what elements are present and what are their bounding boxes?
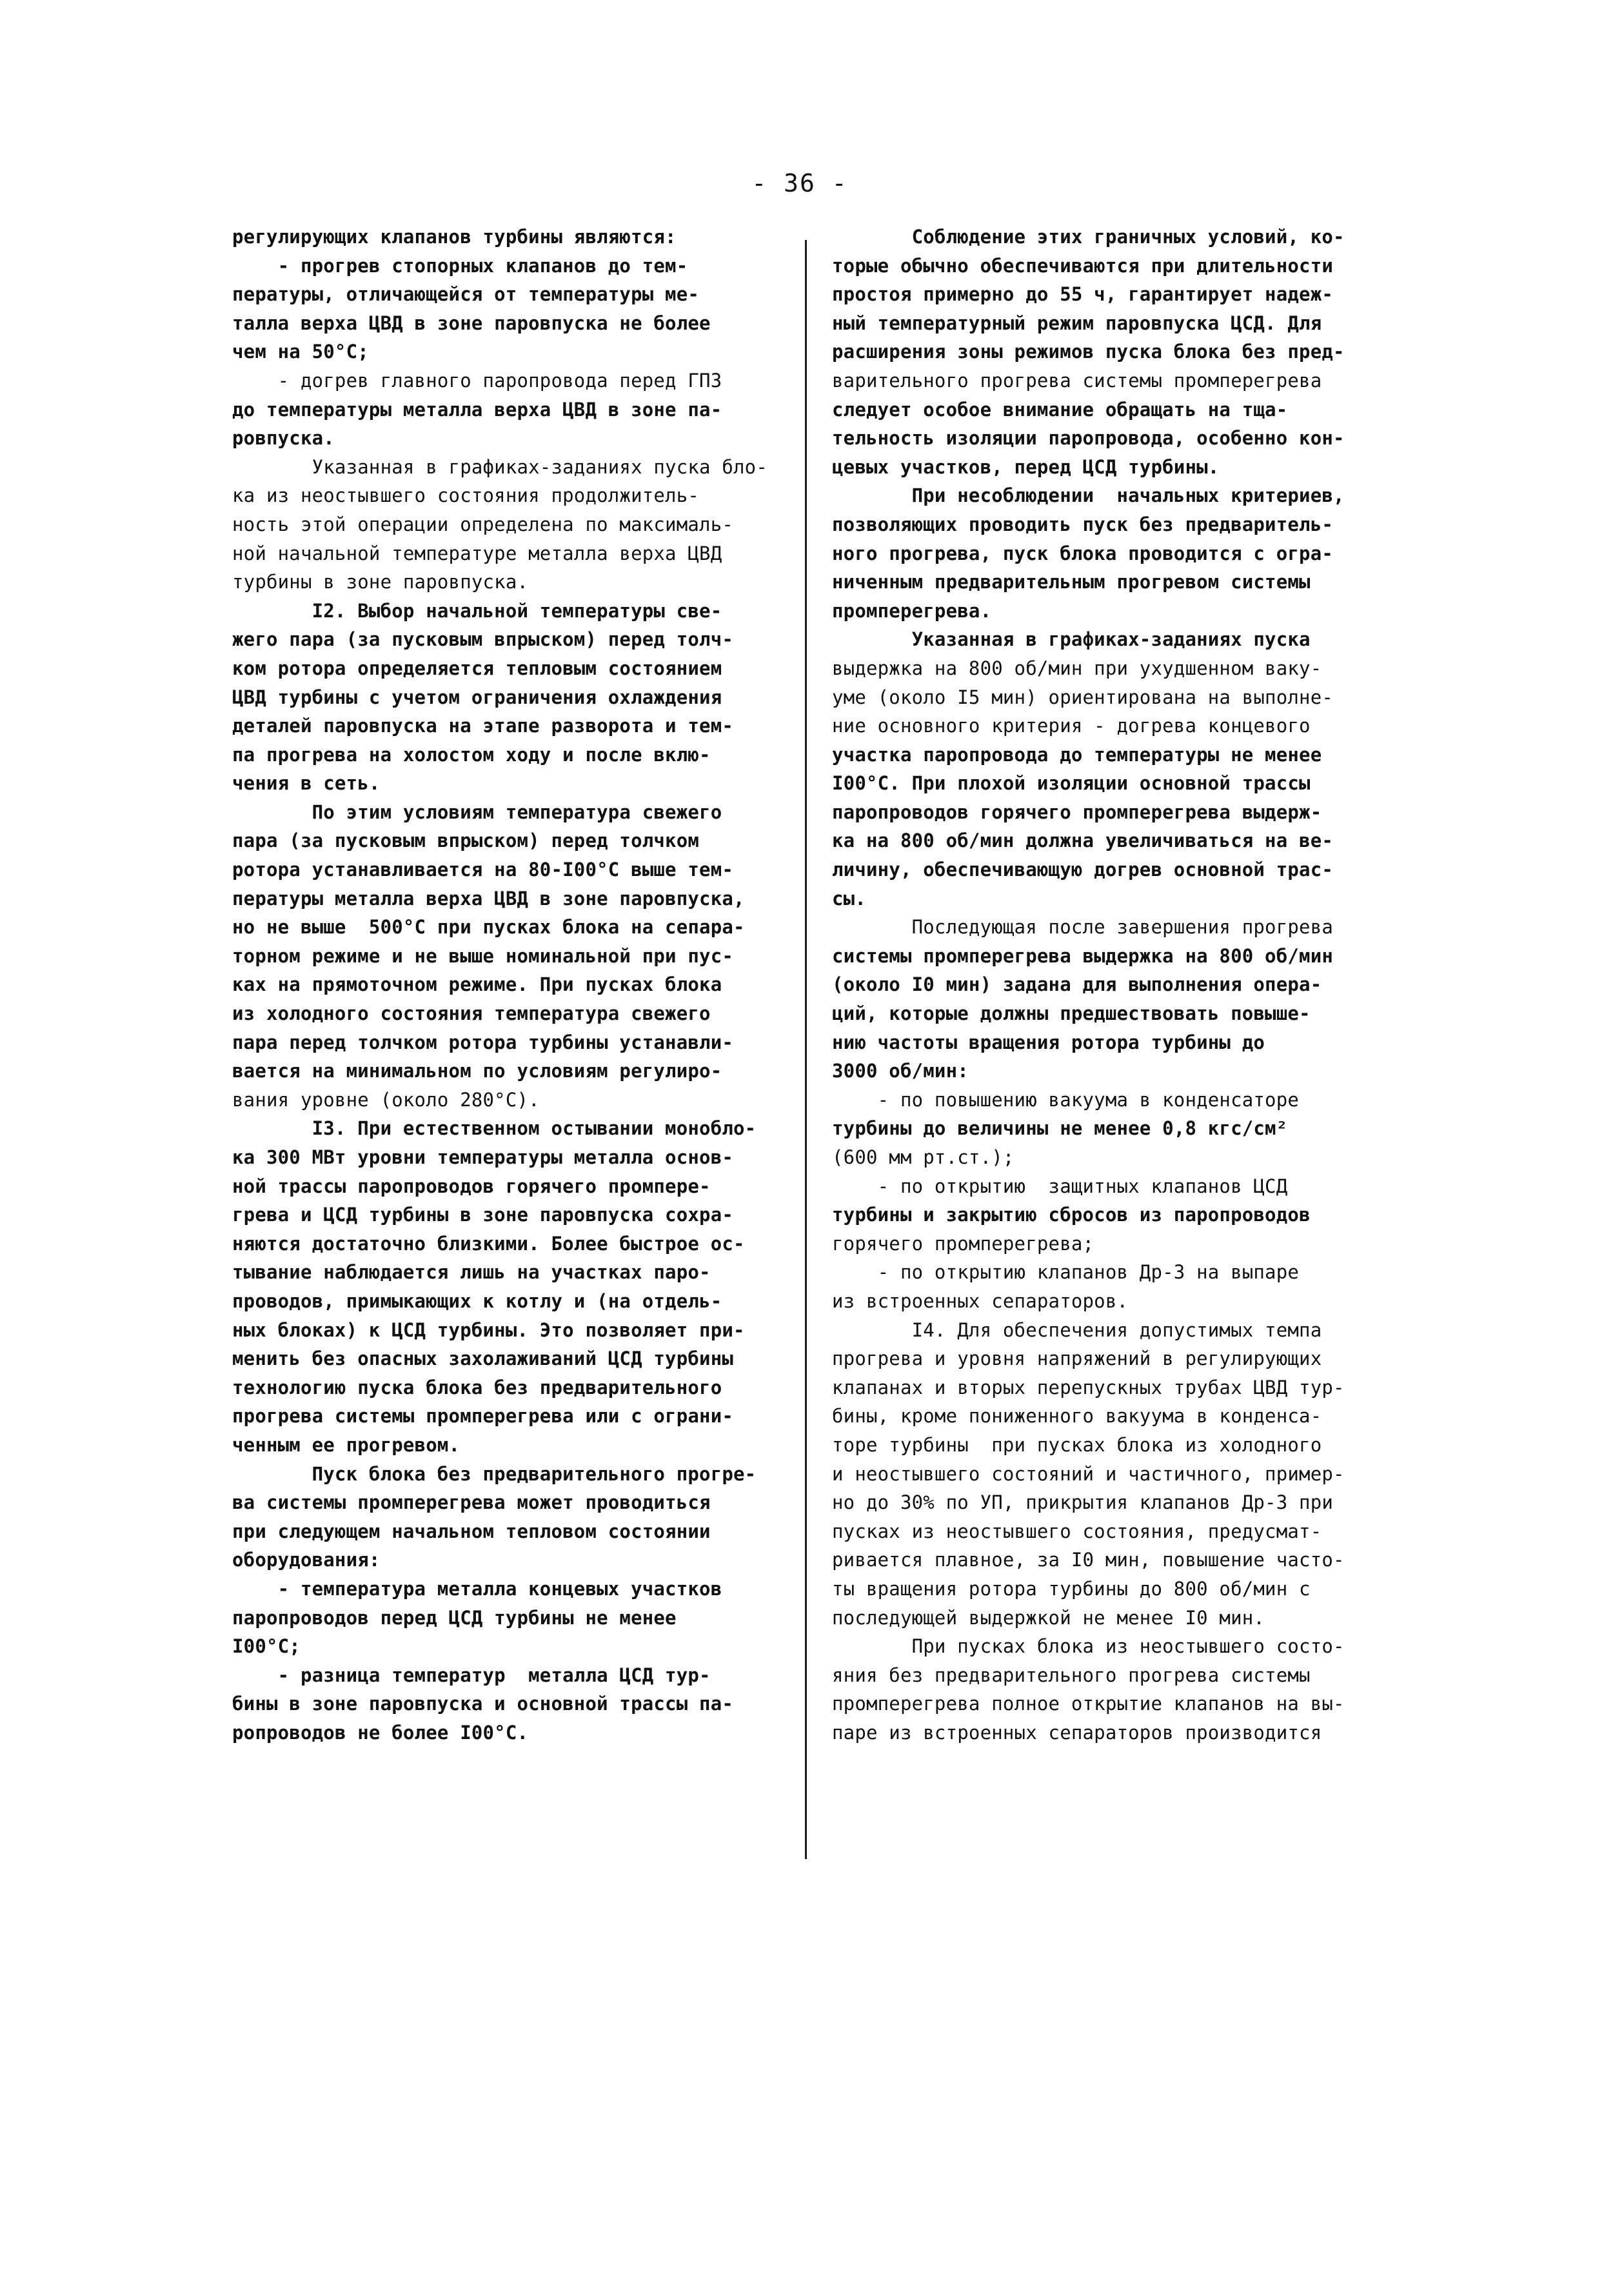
- text-line: яния без предварительного прогрева системы: [832, 1664, 1311, 1686]
- text-line: личину, обеспечивающую догрев основной трас-: [832, 859, 1334, 881]
- text-line: ротора устанавливается на 80-I00°С выше тем-: [232, 859, 734, 881]
- text-line: ком ротора определяется тепловым состоянием: [232, 657, 722, 679]
- text-line: паропроводов горячего промперегрева выдерж-: [832, 801, 1322, 823]
- text-line: I3. При естественном остывании моноблo-: [232, 1117, 757, 1140]
- text-line: деталей паровпуска на этапе разворота и тем-: [232, 715, 734, 737]
- text-line: грева и ЦСД турбины в зоне паровпуска сохра-: [232, 1204, 734, 1226]
- text-line: Последующая после завершения прогрева: [832, 916, 1334, 939]
- text-line: пара перед толчком ротора турбины устанавли-: [232, 1031, 734, 1053]
- text-line: прогрева системы промперегрева или с ограни-: [232, 1405, 734, 1428]
- text-line: расширения зоны режимов пуска блока без пред-: [832, 341, 1345, 363]
- text-line: клапанах и вторых перепускных трубах ЦВД тур-: [832, 1376, 1345, 1398]
- text-line: чем на 50°С;: [232, 341, 369, 363]
- text-line: - по открытию защитных клапанов ЦСД: [832, 1175, 1288, 1197]
- text-line: ченным ее прогревом.: [232, 1433, 460, 1456]
- text-line: I2. Выбор начальной температуры све-: [232, 599, 722, 622]
- text-line: - прогрев стопорных клапанов до тем-: [232, 254, 688, 277]
- text-line: паре из встроенных сепараторов производится: [832, 1721, 1322, 1744]
- text-line: системы промперегрева выдержка на 800 об/мин: [832, 944, 1334, 967]
- text-line: выдержка на 800 об/мин при ухудшенном ваку-: [832, 657, 1322, 679]
- text-line: простоя примерно до 55 ч, гарантирует надеж-: [832, 283, 1334, 306]
- text-line: При несоблюдении начальных критериев,: [832, 484, 1345, 507]
- text-line: I00°С. При плохой изоляции основной трассы: [832, 772, 1311, 795]
- right-column: [832, 223, 1393, 1747]
- page-number: - 36 -: [751, 169, 848, 197]
- text-line: ка 300 МВт уровни температуры металла основ-: [232, 1146, 734, 1168]
- text-line: вается на минимальном по условиям регулиро-: [232, 1060, 722, 1082]
- text-line: тельность изоляции паропровода, особенно кон-: [832, 427, 1345, 450]
- text-line: ций, которые должны предшествовать повыше-: [832, 1002, 1311, 1025]
- text-line: торе турбины при пусках блока из холодного: [832, 1433, 1322, 1456]
- text-line: вания уровне (около 280°С).: [232, 1088, 540, 1111]
- text-line: нию частоты вращения ротора турбины до: [832, 1031, 1265, 1053]
- text-line: варительного прогрева системы промперегрева: [832, 369, 1322, 392]
- text-line: - по открытию клапанов Др-3 на выпаре: [832, 1261, 1300, 1284]
- text-line: участка паропровода до температуры не менее: [832, 743, 1322, 766]
- text-line: сы.: [832, 887, 866, 910]
- text-line: паропроводов перед ЦСД турбины не менее: [232, 1606, 677, 1629]
- text-line: уме (около I5 мин) ориентирована на выполне-: [832, 686, 1334, 708]
- text-line: из встроенных сепараторов.: [832, 1289, 1129, 1312]
- text-line: торые обычно обеспечиваются при длительности: [832, 254, 1334, 277]
- text-line: технологию пуска блока без предварительного: [232, 1376, 722, 1398]
- text-line: ниченным предварительным прогревом системы: [832, 571, 1311, 593]
- text-line: ный температурный режим паровпуска ЦСД. Для: [832, 312, 1322, 334]
- text-line: проводов, примыкающих к котлу и (на отдель-: [232, 1289, 722, 1312]
- text-line: (600 мм рт.ст.);: [832, 1146, 1015, 1168]
- text-line: I4. Для обеспечения допустимых темпа: [832, 1319, 1322, 1341]
- text-line: ной трассы паропроводов горячего промпере-: [232, 1175, 711, 1197]
- text-line: турбины и закрытию сбросов из паропроводов: [832, 1204, 1311, 1226]
- text-line: последующей выдержкой не менее I0 мин.: [832, 1606, 1265, 1629]
- text-line: позволяющих проводить пуск без предваритель-: [832, 513, 1334, 535]
- text-line: бины в зоне паровпуска и основной трассы па-: [232, 1693, 734, 1715]
- text-line: промперегрева полное открытие клапанов на вы-: [832, 1693, 1345, 1715]
- text-line: Соблюдение этих граничных условий, ко-: [832, 226, 1345, 248]
- text-line: жего пара (за пусковым впрыском) перед толч-: [232, 628, 734, 651]
- text-line: (около I0 мин) задана для выполнения опера-: [832, 973, 1322, 996]
- text-line: ной начальной температуре металла верха ЦВД: [232, 542, 722, 564]
- text-line: няются достаточно близкими. Более быстрое ос-: [232, 1232, 745, 1255]
- text-line: и неостывшего состояний и частичного, пример-: [832, 1462, 1345, 1485]
- text-line: менить без опасных захолаживаний ЦСД турбины: [232, 1348, 734, 1370]
- text-line: ного прогрева, пуск блока проводится с огра-: [832, 542, 1334, 564]
- text-line: По этим условиям температура свежего: [232, 801, 722, 823]
- text-line: па прогрева на холостом ходу и после вклю-: [232, 743, 711, 766]
- column-divider: [805, 240, 807, 1859]
- text-line: Указанная в графиках-заданиях пуска: [832, 628, 1311, 651]
- text-line: При пусках блока из неостывшего состо-: [832, 1635, 1345, 1658]
- text-line: ЦВД турбины с учетом ограничения охлаждения: [232, 686, 722, 708]
- text-line: следует особое внимание обращать на тща-: [832, 398, 1288, 421]
- left-column: [232, 223, 787, 1747]
- text-line: тывание наблюдается лишь на участках паро-: [232, 1261, 711, 1284]
- text-line: Пуск блока без предварительного прогре-: [232, 1462, 757, 1485]
- text-line: - догрев главного паропровода перед ГПЗ: [232, 369, 722, 392]
- text-line: ка из неостывшего состояния продолжитель-: [232, 484, 700, 507]
- text-line: горячего промперегрева;: [832, 1232, 1094, 1255]
- text-line: чения в сеть.: [232, 772, 381, 795]
- text-line: 3000 об/мин:: [832, 1060, 969, 1082]
- text-line: ках на прямоточном режиме. При пусках блока: [232, 973, 722, 996]
- text-line: турбины в зоне паровпуска.: [232, 571, 529, 593]
- text-line: оборудования:: [232, 1549, 381, 1571]
- text-line: талла верха ЦВД в зоне паровпуска не более: [232, 312, 711, 334]
- text-line: но до 30% по УП, прикрытия клапанов Др-3 при: [832, 1491, 1334, 1514]
- text-line: из холодного состояния температура свежего: [232, 1002, 711, 1025]
- text-line: турбины до величины не менее 0,8 кгс/см²: [832, 1117, 1288, 1140]
- text-line: ва системы промперегрева может проводиться: [232, 1491, 711, 1514]
- text-line: торном режиме и не выше номинальной при пус-: [232, 944, 734, 967]
- text-line: цевых участков, перед ЦСД турбины.: [832, 455, 1220, 478]
- text-line: регулирующих клапанов турбины являются:: [232, 226, 677, 248]
- text-line: I00°С;: [232, 1635, 301, 1658]
- text-line: ность этой операции определена по максималь-: [232, 513, 734, 535]
- text-line: ных блоках) к ЦСД турбины. Это позволяет при-: [232, 1319, 745, 1341]
- text-line: ропроводов не более I00°С.: [232, 1721, 529, 1744]
- text-line: ка на 800 об/мин должна увеличиваться на ве-: [832, 830, 1334, 852]
- text-line: пара (за пусковым впрыском) перед толчком: [232, 830, 700, 852]
- text-line: пературы металла верха ЦВД в зоне паровпуска,: [232, 887, 745, 910]
- text-line: - температура металла концевых участков: [232, 1577, 722, 1600]
- text-line: ты вращения ротора турбины до 800 об/мин с: [832, 1577, 1311, 1600]
- text-line: промперегрева.: [832, 599, 992, 622]
- text-line: ривается плавное, за I0 мин, повышение часто-: [832, 1549, 1345, 1571]
- text-line: пусках из неостывшего состояния, предусмат-: [832, 1520, 1322, 1542]
- text-line: ние основного критерия - догрева концевого: [832, 715, 1311, 737]
- text-line: пературы, отличающейся от температуры ме-: [232, 283, 700, 306]
- text-line: - по повышению вакуума в конденсаторе: [832, 1088, 1300, 1111]
- text-line: прогрева и уровня напряжений в регулирующих: [832, 1348, 1322, 1370]
- text-line: но не выше 500°С при пусках блока на сепара-: [232, 916, 745, 939]
- text-line: ровпуска.: [232, 427, 335, 450]
- text-line: бины, кроме пониженного вакуума в конденса-: [832, 1405, 1322, 1428]
- text-line: - разница температур металла ЦСД тур-: [232, 1664, 711, 1686]
- text-line: Указанная в графиках-заданиях пуска бло-: [232, 455, 767, 478]
- text-line: при следующем начальном тепловом состоянии: [232, 1520, 711, 1542]
- text-line: до температуры металла верха ЦВД в зоне па-: [232, 398, 722, 421]
